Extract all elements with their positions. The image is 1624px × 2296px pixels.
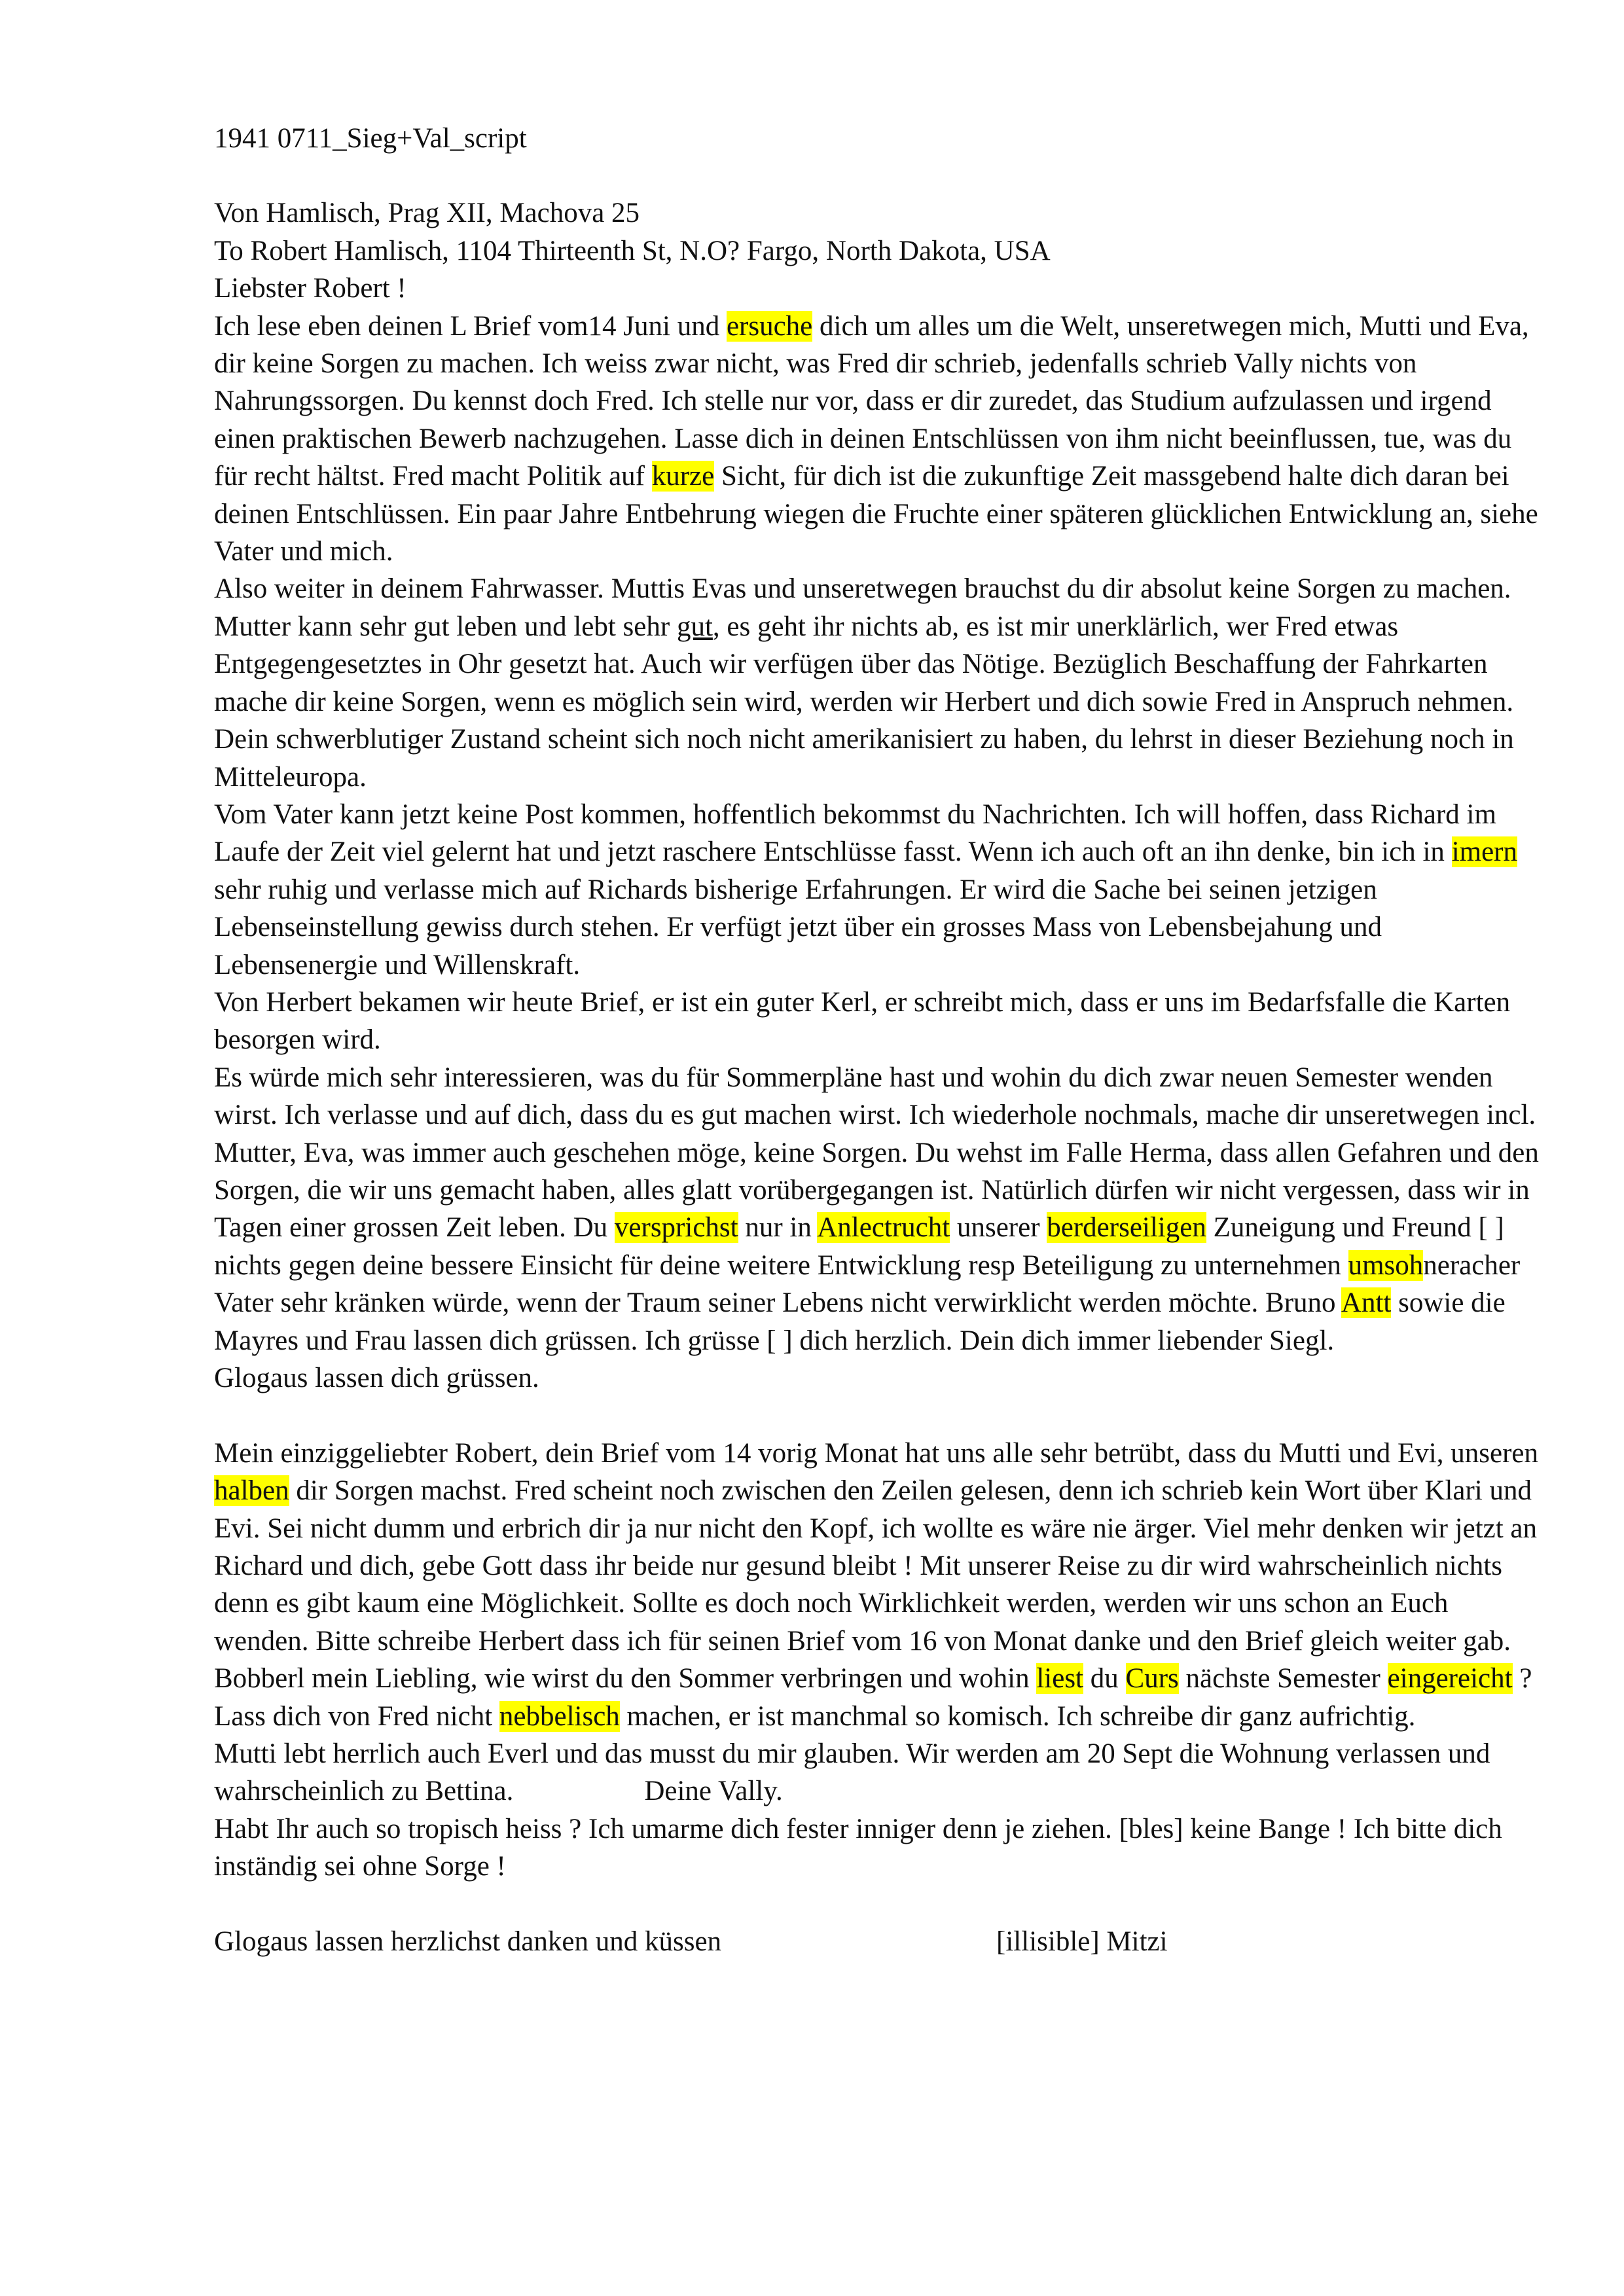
highlighted-word: imern xyxy=(1451,836,1517,868)
paragraph xyxy=(214,308,1549,571)
highlighted-word: liest xyxy=(1036,1663,1084,1695)
mutti-text: Mutti lebt herrlich auch Everl und das musst du mir glauben. Wir werden am 20 Sept die Wohnung verlassen und wahrscheinlich zu Bettina. xyxy=(214,1738,1490,1807)
paragraph xyxy=(214,1059,1549,1359)
text-run: Bobberl mein Liebling, wie wirst du den Sommer verbringen und wohin xyxy=(214,1663,1037,1695)
section-divider-2 xyxy=(214,1886,1549,1923)
text-run: sehr ruhig und verlasse mich auf Richards bisherige Erfahrungen. Er wird die Sache bei seinen jetzigen Lebenseinstellung gewiss durch stehen. Er verfügt jetzt über ein grosses Mass von Lebensbejahung und Lebensenergie und Willenskraft. xyxy=(214,874,1382,980)
letter-siegl xyxy=(214,308,1549,1397)
text-run: nur in xyxy=(738,1212,818,1244)
to-line: To Robert Hamlisch, 1104 Thirteenth St, N.O? Fargo, North Dakota, USA xyxy=(214,235,1051,266)
section-divider xyxy=(214,1397,1549,1434)
text-run: , es geht ihr nichts ab, es ist mir unerklärlich, wer Fred etwas Entgegengesetztes in Ohr gesetzt hat. Auch wir verfügen über das Nötige. Bezüglich Beschaffung der Fahrkarten mache dir keine Sorgen, wenn es möglich sein wird, werden wir Herbert und dich sowie Fred in Anspruch nehmen. Dein schwerblutiger Zustand scheint sich noch nicht amerikanisiert zu haben, du lehrst in dieser Beziehung noch in Mitteleuropa. xyxy=(214,611,1514,793)
highlighted-word: umsoh xyxy=(1348,1249,1424,1281)
closing-line xyxy=(214,1923,1549,1960)
highlighted-word: ersuche xyxy=(726,310,813,342)
underlined-word: gut xyxy=(676,611,713,642)
highlighted-word: Curs xyxy=(1125,1663,1179,1695)
vally-signoff: Deine Vally. xyxy=(644,1776,783,1807)
paragraph xyxy=(214,796,1549,984)
paragraph xyxy=(214,1435,1549,1660)
text-run: nächste Semester xyxy=(1178,1663,1388,1695)
text-run: ? Lass dich von Fred nicht xyxy=(214,1663,1532,1732)
from-line: Von Hamlisch, Prag XII, Machova 25 xyxy=(214,198,640,229)
text-run: Sicht, für dich ist die zukunftige Zeit massgebend halte dich daran bei deinen Entschlüssen. Ein paar Jahre Entbehrung wiegen die Fruchte einer späteren glücklichen Entwicklung an, siehe Vater und mich. xyxy=(214,461,1538,567)
highlighted-word: Anlectrucht xyxy=(817,1212,950,1244)
letter-vally xyxy=(214,1435,1549,1735)
salutation: Liebster Robert ! xyxy=(214,273,406,304)
text-run: Glogaus lassen dich grüssen. xyxy=(214,1363,539,1393)
closing-paragraph: Habt Ihr auch so tropisch heiss ? Ich umarme dich fester inniger denn je ziehen. [bles] keine Bange ! Ich bitte dich inständig sei ohne Sorge ! xyxy=(214,1813,1502,1882)
text-run: Ich lese eben deinen L Brief vom14 Juni und xyxy=(214,310,727,342)
paragraph xyxy=(214,1359,1549,1397)
highlighted-word: berderseiligen xyxy=(1047,1212,1206,1244)
text-run: Es würde mich sehr interessieren, was du für Sommerpläne hast und wohin du dich zwar neuen Semester wenden wirst. Ich verlasse und auf dich, dass du es gut machen wirst. Ich wiederhole nochmals, mache dir unseretwegen incl. Mutter, Eva, was immer auch geschehen möge, keine Sorgen. Du wehst im Falle Herma, dass allen Gefahren und den Sorgen, die wir uns gemacht haben, alles glatt vorübergegangen ist. Natürlich dürfen wir nicht vergessen, dass wir in Tagen einer grossen Zeit leben. Du xyxy=(214,1062,1539,1244)
text-run: du xyxy=(1083,1663,1126,1695)
text-run: machen, er ist manchmal so komisch. Ich schreibe dir ganz aufrichtig. xyxy=(619,1700,1416,1732)
highlighted-word: nebbelisch xyxy=(499,1700,620,1732)
text-run: unserer xyxy=(950,1212,1047,1244)
paragraph xyxy=(214,1660,1549,1735)
text-run: Also weiter in deinem Fahrwasser. Muttis Evas und unseretwegen brauchst du dir absolut keine Sorgen zu machen. Mutter kann sehr gut leben und lebt sehr xyxy=(214,573,1511,642)
highlighted-word: kurze xyxy=(651,461,715,492)
closing-signature: [illisible] Mitzi xyxy=(996,1926,1168,1958)
highlighted-word: Antt xyxy=(1341,1287,1392,1319)
letter-transcript xyxy=(214,120,1549,1960)
paragraph xyxy=(214,984,1549,1059)
highlighted-word: halben xyxy=(214,1475,289,1507)
highlighted-word: versprichst xyxy=(614,1212,738,1244)
highlighted-word: eingereicht xyxy=(1387,1663,1513,1695)
paragraph xyxy=(214,570,1549,795)
text-run: Vom Vater kann jetzt keine Post kommen, hoffentlich bekommst du Nachrichten. Ich will hoffen, dass Richard im Laufe der Zeit viel gelernt hat und jetzt raschere Entschlüsse fasst. Wenn ich auch oft an ihn denke, bin ich in xyxy=(214,798,1496,868)
closing-left: Glogaus lassen herzlichst danken und küssen xyxy=(214,1926,722,1958)
text-run: Zuneigung und Freund [ ] nichts gegen deine bessere Einsicht für deine weitere Entwicklung resp Beteiligung zu unternehmen xyxy=(214,1212,1504,1281)
text-run: Von Herbert bekamen wir heute Brief, er ist ein guter Kerl, er schreibt mich, dass er uns im Bedarfsfalle die Karten besorgen wird. xyxy=(214,986,1511,1056)
text-run: neracher Vater sehr kränken würde, wenn der Traum seiner Lebens nicht verwirklicht werden möchte. Bruno xyxy=(214,1249,1521,1319)
mutti-line xyxy=(214,1735,1549,1810)
text-run: sowie die Mayres und Frau lassen dich grüssen. Ich grüsse [ ] dich herzlich. Dein dich immer liebender Siegl. xyxy=(214,1287,1506,1356)
text-run: dir Sorgen machst. Fred scheint noch zwischen den Zeilen gelesen, denn ich schrieb kein Wort über Klari und Evi. Sei nicht dumm und erbrich dir ja nur nicht den Kopf, ich wollte es wäre nie ärger. Viel mehr denken wir jetzt an Richard und dich, gebe Gott dass ihr beide nur gesund bleibt ! Mit unserer Reise zu dir wird wahrscheinlich nichts denn es gibt kaum eine Möglichkeit. Sollte es doch noch Wirklichkeit werden, werden wir uns schon an Euch wenden. Bitte schreibe Herbert dass ich für seinen Brief vom 16 von Monat danke und den Brief gleich weiter gab. xyxy=(214,1475,1538,1657)
text-run: Mein einziggeliebter Robert, dein Brief vom 14 vorig Monat hat uns alle sehr betrübt, dass du Mutti und Evi, unseren xyxy=(214,1437,1538,1469)
text-run: dich um alles um die Welt, unseretwegen mich, Mutti und Eva, dir keine Sorgen zu machen. Ich weiss zwar nicht, was Fred dir schrieb, jedenfalls schrieb Vally nichts von Nahrungssorgen. Du kennst doch Fred. Ich stelle nur vor, dass er dir zuredet, das Studium aufzulassen und irgend einen praktischen Bewerb nachzugehen. Lasse dich in deinen Entschlüssen von ihm nicht beeinflussen, tue, was du für recht hältst. Fred macht Politik auf xyxy=(214,310,1529,492)
document-title: 1941 0711_Sieg+Val_script xyxy=(214,123,527,154)
